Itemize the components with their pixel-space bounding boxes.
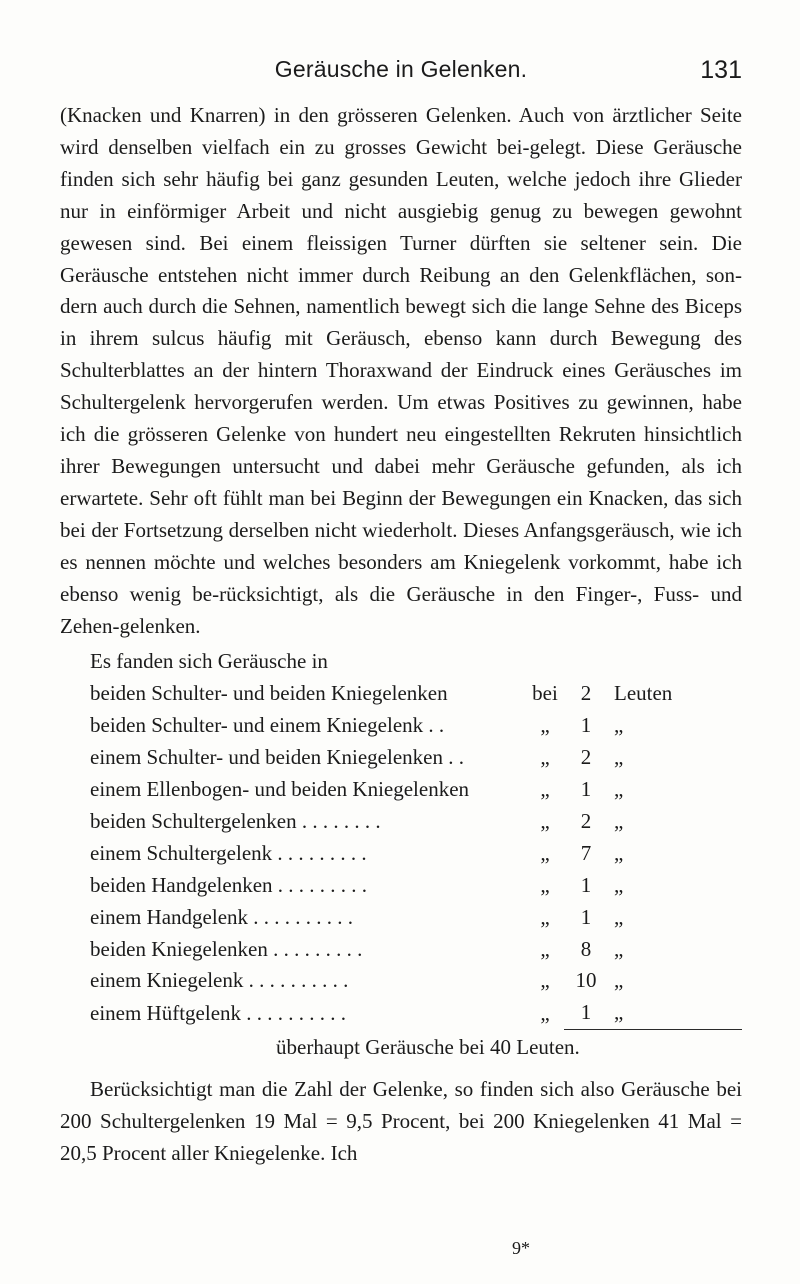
paragraph-knacken: (Knacken und Knarren) in den grösseren Gelenken. Auch von ärztlicher Seite wird denselben vielfach ein zu grosses Gewicht bei-gelegt. Diese Geräusche finden sich sehr häufig bei ganz gesunden Leuten, welche jedoch ihre Glieder nur in einförmiger Arbeit und nicht ausgiebig genug zu bewegen gewohnt gewesen sind. Bei einem fleissigen Turner dürften sie seltener sein. Die Geräusche entstehen nicht immer durch Reibung an den Gelenkflächen, son-dern auch durch die Sehnen, namentlich bewegt sich die lange Sehne des Biceps in ihrem sulcus häufig mit Geräusch, ebenso kann durch Bewegung des Schulterblattes an der hintern Thoraxwand der Eindruck eines Geräusches im Schultergelenk hervorgerufen werden. Um etwas Positives zu gewinnen, habe ich die grösseren Gelenke von hundert neu eingestellten Rekruten hinsichtlich ihrer Bewegungen untersucht und dabei mehr Geräusche gefunden, als ich erwartete. Sehr oft fühlt man bei Beginn der Bewegungen ein Knacken, das sich bei der Fortsetzung derselben nicht wiederholt. Dieses Anfangsgeräusch, wie ich es nennen möchte und welches besonders am Kniegelenk vorkommt, habe ich ebenso wenig be-rücksichtigt, als die Geräusche in den Finger-, Fuss- und Zehen-gelenken. — [60, 103, 742, 638]
findings-bei: bei — [532, 681, 558, 706]
findings-table — [90, 678, 742, 1030]
findings-unit: „ — [614, 840, 624, 865]
body-text — [60, 100, 742, 1170]
findings-location: beiden Kniegelenken . . . . . . . . . — [90, 936, 363, 961]
findings-location: beiden Schulter- und beiden Kniegelenken — [90, 681, 448, 706]
findings-row — [90, 965, 742, 997]
findings-count: 8 — [580, 936, 592, 961]
running-title: Geräusche in Gelenken. — [274, 56, 528, 82]
findings-row — [90, 997, 742, 1029]
findings-unit: „ — [614, 872, 624, 897]
findings-location: einem Schulter- und beiden Kniegelenken . . — [90, 745, 464, 770]
findings-row — [90, 774, 742, 806]
findings-unit: „ — [614, 777, 624, 802]
findings-location: einem Handgelenk . . . . . . . . . . — [90, 904, 354, 929]
findings-location: einem Hüftgelenk . . . . . . . . . . — [90, 1000, 347, 1025]
findings-bei: „ — [540, 872, 550, 897]
findings-bei: „ — [540, 745, 550, 770]
findings-location: beiden Handgelenken . . . . . . . . . — [90, 872, 368, 897]
findings-count: 1 — [580, 713, 592, 738]
findings-bei: „ — [540, 904, 550, 929]
findings-count: 2 — [580, 681, 592, 706]
findings-bei: „ — [540, 713, 550, 738]
findings-unit: Leuten — [614, 681, 673, 706]
findings-unit: „ — [614, 745, 624, 770]
paragraph-berucksichtigt: Berücksichtigt man die Zahl der Gelenke, so finden sich also Geräusche bei 200 Schultergelenken 19 Mal = 9,5 Procent, bei 200 Kniegelenken 41 Mal = 20,5 Procent aller Kniegelenke. Ich — [60, 1077, 742, 1165]
findings-bei: „ — [540, 777, 550, 802]
findings-bei: „ — [540, 840, 550, 865]
findings-unit: „ — [614, 713, 624, 738]
findings-location: einem Ellenbogen- und beiden Kniegelenken — [90, 777, 470, 802]
findings-row — [90, 902, 742, 934]
signature-mark: 9* — [512, 1238, 530, 1258]
findings-count: 7 — [580, 840, 592, 865]
findings-count: 1 — [580, 777, 592, 802]
findings-count: 2 — [580, 808, 592, 833]
findings-intro: Es fanden sich Geräusche in — [90, 649, 328, 674]
findings-row — [90, 934, 742, 966]
findings-total: überhaupt Geräusche bei 40 Leuten. — [276, 1035, 580, 1060]
findings-count: 1 — [580, 872, 592, 897]
running-header — [60, 56, 742, 92]
page-number: 131 — [700, 56, 742, 84]
findings-unit: „ — [614, 936, 624, 961]
findings-count: 2 — [580, 745, 592, 770]
findings-row — [90, 806, 742, 838]
findings-location: beiden Schulter- und einem Kniegelenk . . — [90, 713, 445, 738]
findings-unit: „ — [614, 904, 624, 929]
findings-bei: „ — [540, 968, 550, 993]
findings-bei: „ — [540, 808, 550, 833]
findings-location: einem Kniegelenk . . . . . . . . . . — [90, 968, 349, 993]
findings-location: einem Schultergelenk . . . . . . . . . — [90, 840, 367, 865]
findings-bei: „ — [540, 1000, 550, 1025]
findings-unit: „ — [614, 968, 624, 993]
findings-location: beiden Schultergelenken . . . . . . . . — [90, 808, 381, 833]
findings-bei: „ — [540, 936, 550, 961]
findings-row — [90, 710, 742, 742]
findings-row — [90, 742, 742, 774]
findings-count: 10 — [575, 968, 597, 993]
findings-row — [90, 678, 742, 710]
findings-row — [90, 838, 742, 870]
findings-count: 1 — [580, 904, 592, 929]
findings-unit: „ — [614, 808, 624, 833]
findings-unit: „ — [608, 997, 742, 1029]
findings-count: 1 — [564, 997, 608, 1029]
findings-row — [90, 870, 742, 902]
